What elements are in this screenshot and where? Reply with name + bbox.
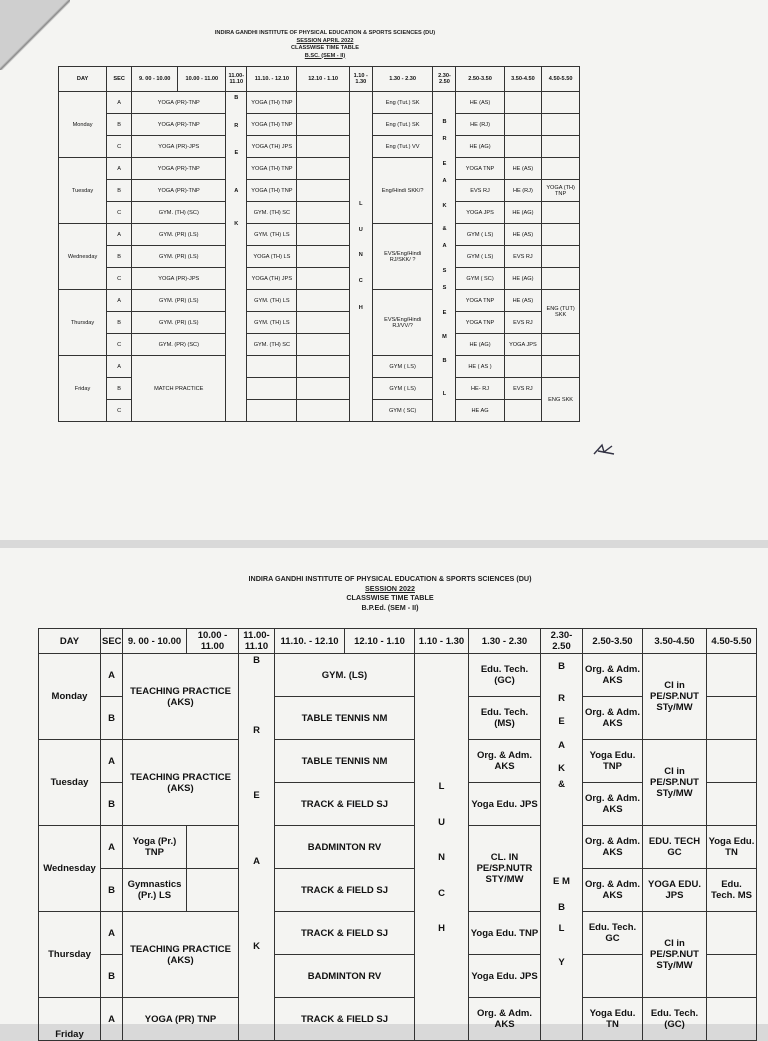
slot-cell: GYM. (PR) (LS) [132,246,226,268]
slot-cell [297,224,349,246]
slot-cell: YOGA (PR)-JPS [132,268,226,290]
slot-cell [583,955,643,998]
slot-cell: Gymnastics (Pr.) LS [123,869,187,912]
subtitle: CLASSWISE TIME TABLE [346,593,434,603]
slot-cell: HE (AS) [456,92,504,114]
slot-cell [542,136,580,158]
slot-cell: HE (AS) [504,158,542,180]
header-row [59,67,580,92]
slot-cell [247,356,297,378]
sec-cell: A [101,654,123,697]
slot-cell [297,158,349,180]
program-label: B.SC. (SEM - II) [304,52,346,59]
sec-cell: A [107,158,132,180]
table-row [39,654,757,697]
day-cell: Friday [59,356,107,422]
slot-cell [297,290,349,312]
day-cell: Monday [39,654,101,740]
break2-column: B R E A K & E M B L Y [541,654,583,1041]
slot-cell: GYM. (LS) [275,654,415,697]
sec-cell: B [107,114,132,136]
slot-cell [297,246,349,268]
col-header: 3.50-4.50 [643,629,707,654]
table-row [59,92,580,114]
slot-cell: YOGA TNP [456,290,504,312]
slot-cell [542,268,580,290]
table-row [59,312,580,334]
slot-cell [247,400,297,422]
col-header: 4.50-5.50 [542,67,580,92]
day-cell: Monday [59,92,107,158]
slot-cell [707,654,757,697]
slot-cell [187,826,239,869]
slot-cell: GYM ( LS) [456,246,504,268]
slot-cell [297,268,349,290]
slot-cell [542,92,580,114]
col-header: SEC [107,67,132,92]
slot-cell [542,224,580,246]
slot-cell: YOGA (TH) TNP [247,114,297,136]
header-row [39,629,757,654]
day-cell: Tuesday [59,158,107,224]
slot-cell: YOGA EDU. JPS [643,869,707,912]
col-header: DAY [59,67,107,92]
slot-cell: BADMINTON RV [275,826,415,869]
col-header: 1.30 - 2.30 [372,67,433,92]
slot-cell: Org. & Adm. AKS [583,826,643,869]
slot-cell [297,180,349,202]
slot-cell: Eng (Tut.) SK [372,92,433,114]
slot-cell [542,334,580,356]
slot-cell: Edu. Tech. (GC) [469,654,541,697]
slot-cell: Yoga Edu. TN [583,998,643,1041]
slot-cell: Edu. Tech. MS [707,869,757,912]
slot-cell: GYM. (PR) (LS) [132,290,226,312]
subtitle: CLASSWISE TIME TABLE [291,45,359,52]
table-row [59,136,580,158]
slot-cell: GYM. (TH) SC [247,334,297,356]
col-header: 11.00-11.10 [226,67,247,92]
slot-cell: HE (AG) [504,268,542,290]
slot-cell: TRACK & FIELD SJ [275,783,415,826]
sec-cell: C [107,268,132,290]
slot-cell: HE- RJ [456,378,504,400]
col-header: 12.10 - 1.10 [297,67,349,92]
break-column: B R E A K [226,92,247,422]
sec-cell: A [107,356,132,378]
sec-cell: A [101,740,123,783]
slot-cell: ENG (TUT) SKK [542,290,580,334]
day-cell: Friday [39,998,101,1041]
sec-cell: C [107,334,132,356]
col-header: 1.30 - 2.30 [469,629,541,654]
slot-cell: BADMINTON RV [275,955,415,998]
day-cell: Wednesday [59,224,107,290]
slot-cell: GYM. (TH) LS [247,312,297,334]
slot-cell: HE (AG) [456,136,504,158]
slot-cell: TRACK & FIELD SJ [275,912,415,955]
timetable-bsc [58,66,580,422]
slot-cell: GYM ( SC) [372,400,433,422]
slot-cell: GYM. (PR) (LS) [132,224,226,246]
col-header: 12.10 - 1.10 [345,629,415,654]
slot-cell: YOGA JPS [504,334,542,356]
institute-name: INDIRA GANDHI INSTITUTE OF PHYSICAL EDUCATION & SPORTS SCIENCES (DU) [214,30,436,36]
slot-cell: TEACHING PRACTICE (AKS) [123,654,239,740]
slot-cell: HE (AS) [504,224,542,246]
slot-cell: GYM ( LS) [456,224,504,246]
slot-cell [542,246,580,268]
slot-cell: Yoga Edu. JPS [469,783,541,826]
sec-cell: A [101,998,123,1041]
slot-cell: YOGA JPS [456,202,504,224]
slot-cell: GYM. (TH) LS [247,290,297,312]
slot-cell: Eng (Tut.) SK [372,114,433,136]
slot-cell [504,400,542,422]
slot-cell: ENG SKK [542,378,580,422]
slot-cell: Org. & Adm. AKS [583,783,643,826]
table-row [39,912,757,955]
slot-cell: HE (RJ) [504,180,542,202]
sec-cell: B [107,246,132,268]
slot-cell [504,92,542,114]
timetable-bped [38,628,757,1041]
col-header: 10.00 - 11.00 [178,67,226,92]
slot-cell: TABLE TENNIS NM [275,740,415,783]
slot-cell: CI in PE/SP.NUT STy/MW [643,912,707,998]
day-cell: Tuesday [39,740,101,826]
timetable-sheet-bped [0,548,768,1040]
table-row [59,180,580,202]
slot-cell [297,312,349,334]
program-label: B.P.Ed. (SEM - II) [361,603,419,613]
slot-cell: GYM ( SC) [456,268,504,290]
slot-cell: Yoga (Pr.) TNP [123,826,187,869]
sec-cell: C [107,400,132,422]
table-row [59,246,580,268]
slot-cell [707,998,757,1041]
slot-cell: YOGA (PR)-TNP [132,92,226,114]
slot-cell: GYM. (TH) LS [247,224,297,246]
session-label: SESSION APRIL 2022 [296,37,354,44]
slot-cell: MATCH PRACTICE [132,356,226,422]
slot-cell: GYM. (TH) SC [247,202,297,224]
slot-cell: YOGA TNP [456,158,504,180]
col-header: 11.00-11.10 [239,629,275,654]
col-header: 3.50-4.50 [504,67,542,92]
slot-cell: Eng/Hindi SKK/? [372,158,433,224]
table-row [59,224,580,246]
slot-cell [187,869,239,912]
slot-cell: EDU. TECH GC [643,826,707,869]
sec-cell: C [107,202,132,224]
slot-cell: HE (AG) [504,202,542,224]
slot-cell: EVS RJ [504,312,542,334]
slot-cell [297,400,349,422]
slot-cell: GYM. (PR) (SC) [132,334,226,356]
table-row [59,290,580,312]
slot-cell: Eng (Tut.) VV [372,136,433,158]
slot-cell: YOGA (PR)-TNP [132,114,226,136]
slot-cell [297,356,349,378]
sec-cell: A [101,912,123,955]
sec-cell: B [101,869,123,912]
col-header: 9. 00 - 10.00 [123,629,187,654]
slot-cell [297,92,349,114]
session-label: SESSION 2022 [365,583,415,593]
slot-cell: TRACK & FIELD SJ [275,998,415,1041]
slot-cell [297,378,349,400]
table-row [39,869,757,912]
slot-cell: CL. IN PE/SP.NUTR STY/MW [469,826,541,912]
slot-cell: YOGA (TH) TNP [247,158,297,180]
slot-cell: CI in PE/SP.NUT STy/MW [643,740,707,826]
sec-cell: A [107,92,132,114]
slot-cell: GYM ( LS) [372,356,433,378]
slot-cell: HE (AS) [504,290,542,312]
slot-cell: Org. & Adm. AKS [583,869,643,912]
slot-cell: GYM. (PR) (LS) [132,312,226,334]
sec-cell: A [101,826,123,869]
table-row [59,202,580,224]
sheet2-header [200,574,580,613]
institute-name: INDIRA GANDHI INSTITUTE OF PHYSICAL EDUCATION & SPORTS SCIENCES (DU) [248,574,532,583]
sec-cell: B [107,378,132,400]
slot-cell: EVS RJ [456,180,504,202]
col-header: 2.30-2.50 [433,67,456,92]
slot-cell: TRACK & FIELD SJ [275,869,415,912]
col-header: SEC [101,629,123,654]
slot-cell [297,136,349,158]
break-column: B R E A K [239,654,275,1041]
slot-cell: YOGA (TH) JPS [247,136,297,158]
slot-cell [542,158,580,180]
slot-cell [297,114,349,136]
slot-cell: YOGA (TH) LS [247,246,297,268]
sec-cell: A [107,290,132,312]
slot-cell: Edu. Tech. GC [583,912,643,955]
slot-cell: Yoga Edu. TNP [469,912,541,955]
slot-cell: TEACHING PRACTICE (AKS) [123,912,239,998]
table-row [59,158,580,180]
slot-cell [504,136,542,158]
col-header: 2.50-3.50 [456,67,504,92]
slot-cell: HE (RJ) [456,114,504,136]
signature-mark [592,442,618,458]
slot-cell: Yoga Edu. TNP [583,740,643,783]
folded-corner [0,0,70,70]
col-header: 2.30-2.50 [541,629,583,654]
slot-cell: TABLE TENNIS NM [275,697,415,740]
slot-cell: Yoga Edu. JPS [469,955,541,998]
slot-cell [504,356,542,378]
slot-cell [247,378,297,400]
col-header: 11.10. - 12.10 [275,629,345,654]
table-row [39,998,757,1041]
table-row [59,268,580,290]
slot-cell: YOGA (TH) JPS [247,268,297,290]
sec-cell: A [107,224,132,246]
table-row [39,826,757,869]
sec-cell: B [101,955,123,998]
col-header: 1.10 - 1.30 [349,67,372,92]
slot-cell: YOGA (TH) TNP [247,180,297,202]
slot-cell [707,783,757,826]
slot-cell: YOGA (PR) TNP [123,998,239,1041]
day-cell: Thursday [39,912,101,998]
col-header: DAY [39,629,101,654]
slot-cell [542,202,580,224]
day-cell: Thursday [59,290,107,356]
slot-cell [707,912,757,955]
col-header: 1.10 - 1.30 [415,629,469,654]
slot-cell [542,114,580,136]
table-row [59,334,580,356]
col-header: 11.10. - 12.10 [247,67,297,92]
col-header: 2.50-3.50 [583,629,643,654]
lunch-column: L U N C H [349,92,372,422]
sheet1-header [180,30,470,60]
slot-cell: YOGA (PR)-TNP [132,158,226,180]
sec-cell: C [107,136,132,158]
col-header: 10.00 - 11.00 [187,629,239,654]
slot-cell [297,202,349,224]
sec-cell: B [101,783,123,826]
slot-cell: YOGA (PR)-TNP [132,180,226,202]
slot-cell: HE AG [456,400,504,422]
slot-cell: Yoga Edu. TN [707,826,757,869]
slot-cell: YOGA (TH) TNP [247,92,297,114]
slot-cell: Org. & Adm. AKS [469,998,541,1041]
break2-column: B R E A K & A S S E M B L [433,92,456,422]
sec-cell: B [107,312,132,334]
sec-cell: B [107,180,132,202]
slot-cell [707,697,757,740]
slot-cell: EVS/Eng/Hindi RJ/SKK/ ? [372,224,433,290]
col-header: 9. 00 - 10.00 [132,67,178,92]
slot-cell [297,334,349,356]
col-header: 4.50-5.50 [707,629,757,654]
slot-cell: GYM ( LS) [372,378,433,400]
table-row [59,356,580,378]
slot-cell [542,356,580,378]
slot-cell [707,740,757,783]
slot-cell: EVS RJ [504,246,542,268]
slot-cell: HE (AG) [456,334,504,356]
lunch-column: L U N C H [415,654,469,1041]
slot-cell: Org. & Adm. AKS [469,740,541,783]
slot-cell: YOGA TNP [456,312,504,334]
slot-cell: HE ( AS ) [456,356,504,378]
slot-cell: Org. & Adm. AKS [583,654,643,697]
slot-cell: Org. & Adm. AKS [583,697,643,740]
slot-cell: YOGA (TH) TNP [542,180,580,202]
slot-cell [504,114,542,136]
slot-cell: EVS/Eng/Hindi RJ/VV/? [372,290,433,356]
table-row [59,114,580,136]
slot-cell: CI in PE/SP.NUT STy/MW [643,654,707,740]
slot-cell: Edu. Tech. (GC) [643,998,707,1041]
sec-cell: B [101,697,123,740]
slot-cell: Edu. Tech. (MS) [469,697,541,740]
day-cell: Wednesday [39,826,101,912]
slot-cell: TEACHING PRACTICE (AKS) [123,740,239,826]
slot-cell [707,955,757,998]
table-row [39,740,757,783]
slot-cell: EVS RJ [504,378,542,400]
slot-cell: YOGA (PR)-JPS [132,136,226,158]
slot-cell: GYM. (TH) (SC) [132,202,226,224]
